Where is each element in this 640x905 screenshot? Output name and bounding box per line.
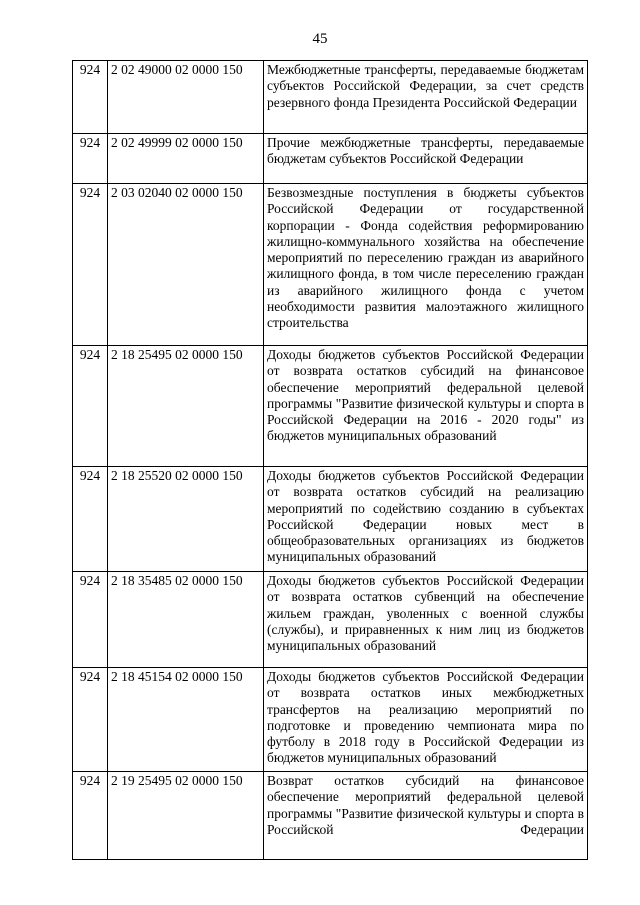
admin-code-cell: 924 [73, 346, 108, 467]
budget-code-cell: 2 03 02040 02 0000 150 [108, 184, 264, 346]
revenue-codes-table [72, 60, 588, 860]
budget-code-cell: 2 02 49999 02 0000 150 [108, 134, 264, 184]
admin-code-cell: 924 [73, 572, 108, 668]
description-cell: Доходы бюджетов субъектов Российской Федерации от возврата остатков иных межбюджетных трансфертов на реализацию мероприятий по подготовке и проведению чемпионата мира по футболу в 2018 году в Российской Федерации из бюджетов муниципальных образований [264, 668, 588, 772]
table-row [73, 668, 588, 772]
table-row [73, 184, 588, 346]
table-row [73, 134, 588, 184]
budget-code-cell: 2 18 45154 02 0000 150 [108, 668, 264, 772]
admin-code-cell: 924 [73, 772, 108, 860]
description-cell: Доходы бюджетов субъектов Российской Федерации от возврата остатков субсидий на финансовое обеспечение мероприятий федеральной целевой программы "Развитие физической культуры и спорта в Российской Федерации на 2016 - 2020 годы" из бюджетов муниципальных образований [264, 346, 588, 467]
table-row [73, 572, 588, 668]
admin-code-cell: 924 [73, 61, 108, 134]
table-row [73, 772, 588, 860]
description-cell: Безвозмездные поступления в бюджеты субъектов Российской Федерации от государственной корпорации - Фонда содействия реформированию жилищно-коммунального хозяйства на обеспечение мероприятий по переселению граждан из аварийного жилищного фонда, в том числе переселению граждан из аварийного жилищного фонда с учетом необходимости развития малоэтажного жилищного строительства [264, 184, 588, 346]
description-cell: Доходы бюджетов субъектов Российской Федерации от возврата остатков субвенций на обеспечение жильем граждан, уволенных с военной службы (службы), и приравненных к ним лиц из бюджетов муниципальных образований [264, 572, 588, 668]
description-cell: Межбюджетные трансферты, передаваемые бюджетам субъектов Российской Федерации, за счет средств резервного фонда Президента Российской Федерации [264, 61, 588, 134]
table-row [73, 346, 588, 467]
budget-code-cell: 2 18 25495 02 0000 150 [108, 346, 264, 467]
description-cell: Доходы бюджетов субъектов Российской Федерации от возврата остатков субсидий на реализацию мероприятий по содействию созданию в субъектах Российской Федерации новых мест в общеобразовательных организациях из бюджетов муниципальных образований [264, 467, 588, 572]
admin-code-cell: 924 [73, 134, 108, 184]
budget-code-cell: 2 19 25495 02 0000 150 [108, 772, 264, 860]
budget-code-cell: 2 18 25520 02 0000 150 [108, 467, 264, 572]
page-number: 45 [312, 31, 328, 47]
admin-code-cell: 924 [73, 668, 108, 772]
description-cell: Возврат остатков субсидий на финансовое обеспечение мероприятий федеральной целевой программы "Развитие физической культуры и спорта в Российской Федерации [264, 772, 588, 860]
budget-code-cell: 2 18 35485 02 0000 150 [108, 572, 264, 668]
admin-code-cell: 924 [73, 467, 108, 572]
description-cell: Прочие межбюджетные трансферты, передаваемые бюджетам субъектов Российской Федерации [264, 134, 588, 184]
budget-code-cell: 2 02 49000 02 0000 150 [108, 61, 264, 134]
table-row [73, 61, 588, 134]
table-row [73, 467, 588, 572]
admin-code-cell: 924 [73, 184, 108, 346]
